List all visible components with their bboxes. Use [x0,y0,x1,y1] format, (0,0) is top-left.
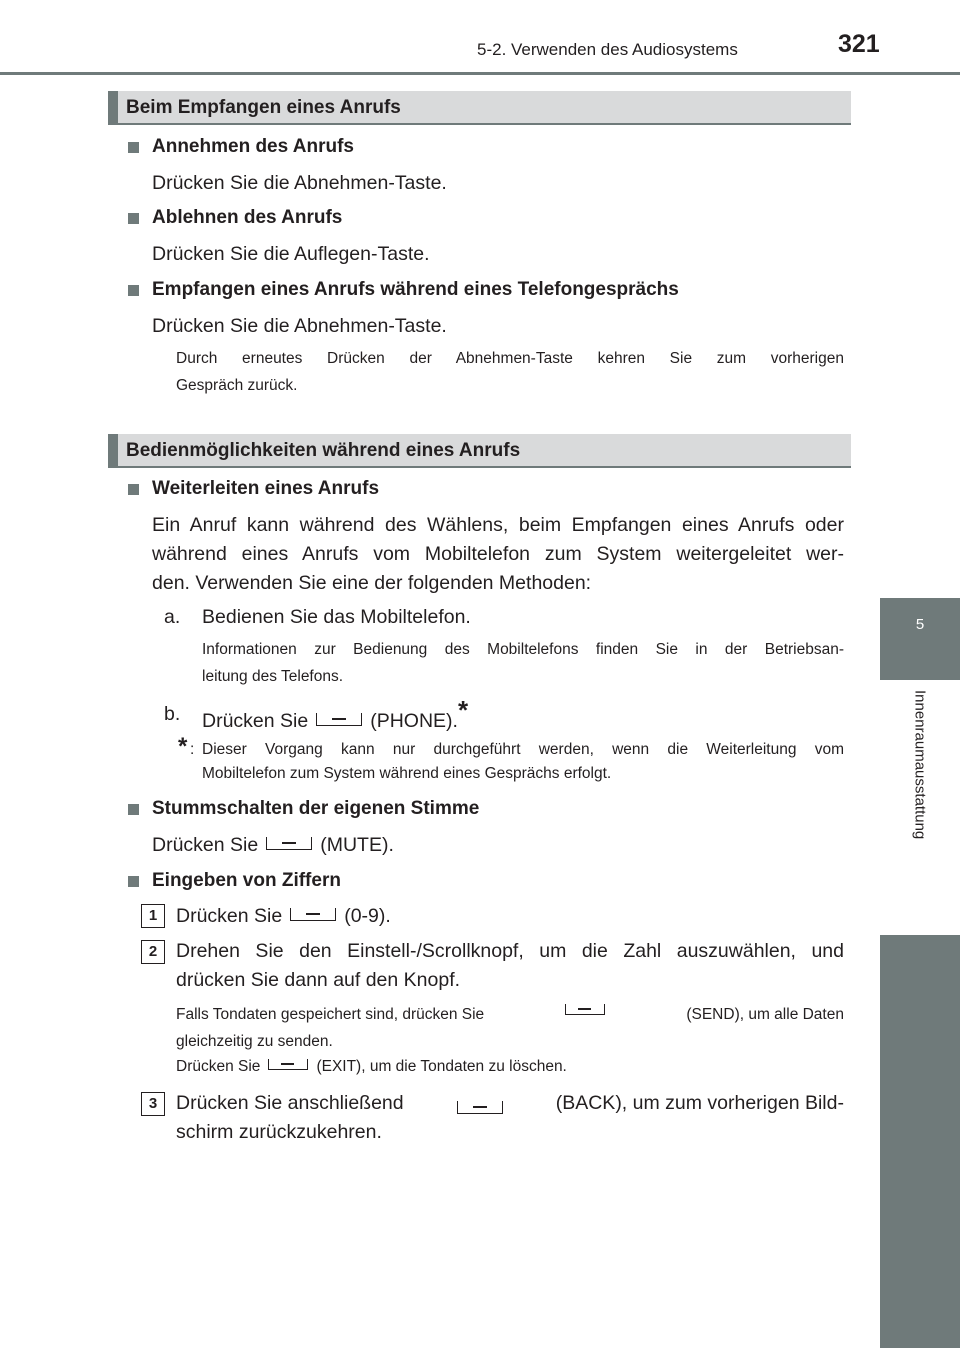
step3-post: (BACK), um zum vorherigen Bild- [555,1092,844,1114]
step-text: Drehen Sie den Einstell-/Scrollknopf, um die Zahl auszuwählen, und [176,940,844,962]
note-text [176,1058,567,1076]
header-rule [0,72,960,75]
side-tab-lower [880,935,960,1348]
step1-post: (0-9). [344,905,391,927]
send-note-post: (SEND), um alle Daten [686,1006,844,1023]
exit-note-pre: Drücken Sie [176,1058,261,1075]
note-text: Gespräch zurück. [176,377,298,394]
body-text [152,834,394,857]
step-text: schirm zurückzukehren. [176,1121,382,1143]
send-note-pre: Falls Tondaten gespeichert sind, drücken Sie [176,1006,485,1023]
option-text-pre: Drücken Sie [202,710,309,732]
option-text-post: (PHONE). [370,710,458,732]
page-number: 321 [838,30,880,58]
option-marker: a. [164,606,181,628]
bullet-square-icon [128,142,139,153]
send-button-icon [565,1004,605,1015]
mute-button-icon [266,837,312,850]
option-marker: b. [164,703,181,725]
body-text: den. Verwenden Sie eine der folgenden Methoden: [152,572,592,594]
subheading: Weiterleiten eines Anrufs [152,478,380,499]
back-button-icon [457,1101,503,1114]
subheading: Eingeben von Ziffern [152,870,341,891]
asterisk-mark: * [457,695,469,725]
footnote-asterisk: * [178,733,188,760]
chapter-number: 5 [915,616,925,633]
mute-pre: Drücken Sie [152,834,259,856]
body-text: Ein Anruf kann während des Wählens, beim Empfangen eines Anrufs oder [152,514,844,536]
mute-post: (MUTE). [320,834,394,856]
section-heading: Beim Empfangen eines Anrufs [126,97,401,118]
section-heading-bar [108,434,851,468]
step-number: 1 [141,904,165,928]
phone-button-icon [316,713,362,726]
chapter-tab [880,598,960,680]
option-text [202,695,469,734]
step-text: drücken Sie dann auf den Knopf. [176,969,461,991]
bullet-square-icon [128,876,139,887]
body-text: Drücken Sie die Abnehmen-Taste. [152,315,447,337]
chapter-label-area [880,680,960,935]
heading-accent [108,434,118,468]
step-number: 2 [141,940,165,964]
section-title: 5-2. Verwenden des Audiosystems [477,40,738,59]
note-text: Durch erneutes Drücken der Abnehmen-Taste kehren Sie zum vorherigen [176,350,844,367]
side-tab-spacer [880,75,960,598]
body-text: Drücken Sie die Abnehmen-Taste. [152,172,447,194]
body-text: Drücken Sie die Auflegen-Taste. [152,243,430,265]
heading-accent [108,91,118,125]
subheading: Empfangen eines Anrufs während eines Telefongesprächs [152,279,679,300]
option-text: Bedienen Sie das Mobiltelefon. [202,606,471,628]
body-text: während eines Anrufs vom Mobiltelefon zum System weitergeleitet wer- [152,543,844,565]
bullet-square-icon [128,285,139,296]
step1-pre: Drücken Sie [176,905,283,927]
footnote-text: Mobiltelefon zum System während eines Gesprächs erfolgt. [202,765,612,782]
section-heading: Bedienmöglichkeiten während eines Anrufs [126,440,521,461]
footnote-colon: : [190,741,195,758]
step-text [176,1092,844,1115]
bullet-square-icon [128,804,139,815]
step3-pre: Drücken Sie anschließend [176,1092,404,1114]
exit-note-post: (EXIT), um die Tondaten zu löschen. [316,1058,567,1075]
subheading: Ablehnen des Anrufs [152,207,343,228]
bullet-square-icon [128,484,139,495]
note-text [176,1006,844,1024]
bullet-square-icon [128,213,139,224]
subheading: Annehmen des Anrufs [152,136,354,157]
footnote-text: Dieser Vorgang kann nur durchgeführt werden, wenn die Weiterleitung vom [202,741,844,758]
section-heading-bar [108,91,851,125]
exit-button-icon [268,1059,308,1070]
note-text: gleichzeitig zu senden. [176,1033,333,1050]
digits-button-icon [290,908,336,921]
chapter-label: Innenraumausstattung [911,690,929,840]
step-number: 3 [141,1092,165,1116]
note-text: Informationen zur Bedienung des Mobiltelefons finden Sie in der Betriebsan- [202,641,844,658]
note-text: leitung des Telefons. [202,668,344,685]
subheading: Stummschalten der eigenen Stimme [152,798,480,819]
step-text [176,905,391,928]
